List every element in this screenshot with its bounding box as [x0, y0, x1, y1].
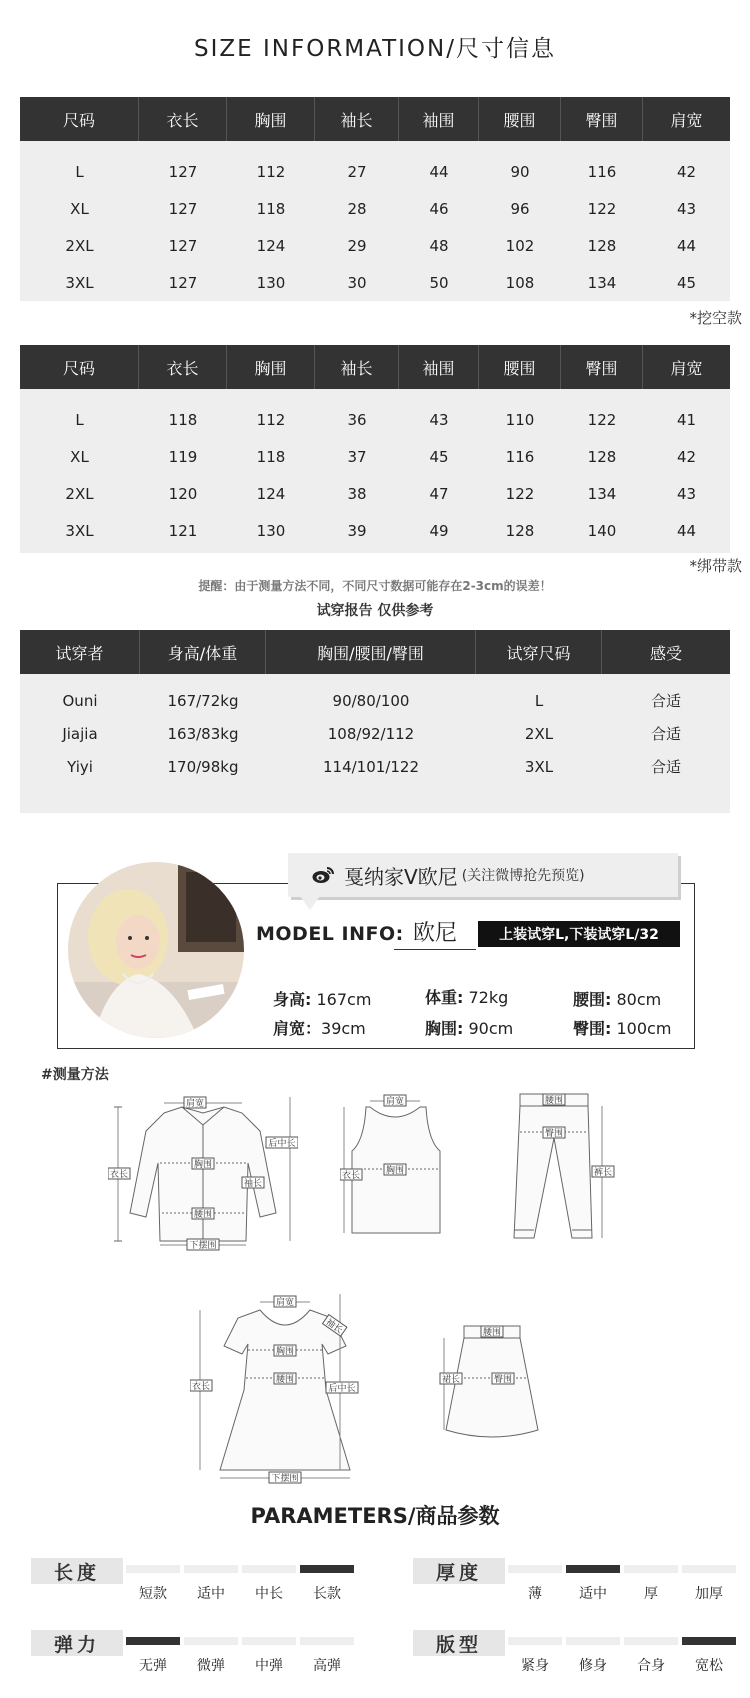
stat-height [273, 987, 371, 1010]
cell: 43 [676, 199, 697, 218]
report-title: 试穿报告 仅供参考 [316, 603, 434, 619]
label-back-length: 后中长 [328, 1384, 356, 1394]
cell: 28 [347, 199, 367, 218]
col-chest: 胸围 [227, 345, 315, 389]
model-info-label: MODEL INFO: [256, 923, 404, 945]
cell: 122 [587, 199, 617, 218]
trial-table-header [20, 630, 730, 674]
shirt-diagram [108, 1093, 298, 1253]
label-shoulder: 肩宽 [275, 1298, 295, 1308]
table-2-note: *绑带款 [689, 557, 742, 575]
cell: 124 [256, 484, 286, 503]
parameters-title [0, 1500, 750, 1530]
stat-value: 100cm [616, 1019, 672, 1038]
cell: 44 [676, 521, 697, 540]
stat-label: 胸围: [425, 1019, 464, 1038]
param-seg [624, 1565, 678, 1573]
label-waist: 腰围 [193, 1210, 213, 1220]
option-label: 合身 [637, 1658, 665, 1674]
cell: 114/101/122 [323, 757, 419, 776]
cell: 108 [505, 273, 535, 292]
size-table-2-header [20, 345, 730, 389]
pants-diagram [510, 1088, 620, 1248]
stat-value: 167cm [316, 990, 372, 1009]
option-label: 无弹 [139, 1658, 167, 1674]
option-label: 宽松 [695, 1658, 723, 1674]
cell: 2XL [65, 236, 94, 255]
model-fit-badge: 上装试穿L,下装试穿L/32 [478, 921, 680, 947]
cell: 合适 [650, 725, 681, 743]
cell: L [75, 162, 84, 181]
col-size: 尺码 [20, 345, 139, 389]
col-hip: 臀围 [561, 345, 643, 389]
trial-table [20, 630, 730, 813]
cell: 130 [256, 273, 286, 292]
label-length: 裙长 [441, 1375, 461, 1385]
label-sleeve: 袖长 [323, 1317, 345, 1336]
label-hem: 下摆围 [271, 1474, 299, 1484]
cell: 128 [587, 236, 617, 255]
cell: 38 [347, 484, 367, 503]
col-feeling: 感受 [649, 643, 682, 663]
option-label: 中弹 [255, 1658, 283, 1674]
cell: 3XL [65, 273, 94, 292]
cell: 127 [168, 199, 198, 218]
measurement-tip: 提醒：由于测量方法不同，不同尺寸数据可能存在2-3cm的误差！ [198, 579, 552, 593]
cell: 27 [347, 162, 367, 181]
cell: 118 [168, 410, 198, 429]
col-waist: 腰围 [479, 97, 561, 141]
bubble-tail [300, 896, 320, 910]
option-label: 微弹 [197, 1658, 225, 1674]
cell: 47 [429, 484, 449, 503]
col-sleeve-width: 袖围 [399, 97, 479, 141]
vest-diagram [340, 1093, 450, 1243]
cell: 116 [587, 162, 617, 181]
cell: 2XL [524, 724, 554, 743]
option-label: 适中 [197, 1586, 225, 1602]
size-table-1-header [20, 97, 730, 141]
param-seg-selected [126, 1637, 180, 1645]
cell: 122 [587, 410, 617, 429]
param-elasticity-options [126, 1655, 354, 1675]
option-label: 加厚 [695, 1586, 723, 1602]
param-thickness-label: 厚度 [413, 1558, 505, 1584]
option-label: 紧身 [521, 1658, 549, 1674]
table-row [20, 717, 730, 750]
param-elasticity-bar [126, 1637, 354, 1645]
param-seg [126, 1565, 180, 1573]
param-seg [184, 1637, 238, 1645]
cell: 130 [256, 521, 286, 540]
option-label: 适中 [579, 1586, 607, 1602]
cell: 134 [587, 484, 617, 503]
cell: 122 [505, 484, 535, 503]
param-seg [184, 1565, 238, 1573]
label-waist: 腰围 [275, 1375, 295, 1385]
cell: 140 [587, 521, 617, 540]
cell: 112 [256, 162, 286, 181]
label-waist: 腰围 [544, 1096, 564, 1106]
col-waist: 腰围 [479, 345, 561, 389]
parameters-title-en: PARAMETERS/ [250, 1504, 416, 1528]
size-table-2 [20, 345, 730, 553]
cell: 46 [429, 199, 449, 218]
param-thickness-bar [508, 1565, 736, 1573]
stat-label: 体重: [425, 988, 464, 1007]
col-size: 尺码 [20, 97, 139, 141]
option-label: 短款 [139, 1586, 167, 1602]
label-shoulder: 肩宽 [185, 1099, 205, 1109]
option-label: 中长 [255, 1586, 283, 1602]
cell: 41 [676, 410, 697, 429]
stat-label: 肩宽： [273, 1019, 322, 1038]
param-fit-options [508, 1655, 736, 1675]
cell: 108/92/112 [327, 724, 415, 743]
label-length: 衣长 [109, 1170, 129, 1180]
stat-chest [425, 1016, 513, 1039]
label-hip: 臀围 [544, 1129, 564, 1139]
cell: XL [70, 199, 89, 218]
label-chest: 胸围 [193, 1160, 213, 1170]
col-length: 衣长 [139, 97, 227, 141]
size-table-1 [20, 97, 730, 301]
table-row [20, 401, 730, 438]
col-sleeve-length: 袖长 [315, 97, 399, 141]
cell: 112 [256, 410, 286, 429]
cell: 134 [587, 273, 617, 292]
cell: 118 [256, 447, 286, 466]
cell: 127 [168, 273, 198, 292]
cell: 44 [429, 162, 449, 181]
cell: 170/98kg [167, 757, 239, 776]
label-hip: 臀围 [493, 1375, 513, 1385]
col-shoulder: 肩宽 [670, 110, 703, 130]
cell: L [534, 691, 544, 710]
dress-diagram [190, 1290, 380, 1485]
cell: 29 [347, 236, 367, 255]
cell: 3XL [524, 757, 554, 776]
cell: XL [70, 447, 89, 466]
param-seg-selected [566, 1565, 620, 1573]
cell: 39 [347, 521, 367, 540]
cell: 116 [505, 447, 535, 466]
cell: 120 [168, 484, 198, 503]
table-row [20, 512, 730, 549]
col-tester: 试穿者 [20, 630, 140, 674]
stat-shoulder [273, 1016, 366, 1039]
cell: 44 [676, 236, 697, 255]
cell: 36 [347, 410, 367, 429]
cell: 45 [429, 447, 449, 466]
col-trial-size: 试穿尺码 [476, 630, 602, 674]
cell: 110 [505, 410, 535, 429]
param-seg [508, 1637, 562, 1645]
stat-label: 臀围: [573, 1019, 612, 1038]
param-elasticity-label: 弹力 [31, 1630, 123, 1656]
cell: 42 [676, 447, 697, 466]
cell: 3XL [65, 521, 94, 540]
weibo-subtitle: (关注微博抢先预览) [461, 868, 585, 884]
table-row [20, 153, 730, 190]
option-label: 薄 [528, 1586, 542, 1602]
label-sleeve: 袖长 [243, 1179, 263, 1189]
label-hem: 下摆围 [189, 1241, 217, 1251]
col-hip: 臀围 [561, 97, 643, 141]
cell: Jiajia [62, 724, 98, 743]
stat-weight [425, 985, 508, 1008]
cell: 合适 [650, 692, 681, 710]
stat-value: 39cm [321, 1019, 366, 1038]
cell: L [75, 410, 84, 429]
label-length: 衣长 [191, 1382, 211, 1392]
cell: 42 [676, 162, 697, 181]
stat-value: 80cm [616, 990, 662, 1009]
avatar [68, 862, 244, 1038]
col-sleeve-width: 袖围 [399, 345, 479, 389]
cell: 43 [429, 410, 449, 429]
cell: 128 [505, 521, 535, 540]
page-title-cn: 尺寸信息 [455, 36, 556, 62]
cell: Yiyi [67, 757, 93, 776]
cell: 37 [347, 447, 367, 466]
cell: 45 [676, 273, 697, 292]
col-height-weight: 身高/体重 [140, 630, 266, 674]
param-seg-selected [682, 1637, 736, 1645]
weibo-icon [312, 866, 334, 884]
stat-value: 72kg [468, 988, 509, 1007]
param-seg [242, 1565, 296, 1573]
param-seg [566, 1637, 620, 1645]
skirt-diagram [438, 1320, 548, 1450]
weibo-title: 戛纳家V欧尼 [344, 864, 458, 889]
model-name: 欧尼 [394, 916, 476, 950]
cell: 128 [587, 447, 617, 466]
param-seg [682, 1565, 736, 1573]
cell: 121 [168, 521, 198, 540]
cell: 124 [256, 236, 286, 255]
col-shoulder: 肩宽 [670, 358, 703, 378]
cell: 90/80/100 [332, 691, 410, 710]
title-slash: / [446, 36, 456, 62]
param-seg [242, 1637, 296, 1645]
stat-label: 身高: [273, 990, 312, 1009]
size-table-2-body [20, 389, 730, 553]
option-label: 长款 [313, 1586, 341, 1602]
table-row [20, 684, 730, 717]
col-length: 衣长 [139, 345, 227, 389]
cell: 96 [510, 199, 530, 218]
label-length: 裤长 [593, 1168, 613, 1178]
stat-label: 腰围: [573, 990, 612, 1009]
param-length-options [126, 1583, 354, 1603]
size-table-1-body [20, 141, 730, 301]
model-photo-icon [68, 862, 244, 1038]
cell: 49 [429, 521, 449, 540]
cell: 127 [168, 162, 198, 181]
param-seg [508, 1565, 562, 1573]
cell: 合适 [650, 758, 681, 776]
cell: 43 [676, 484, 697, 503]
label-chest: 胸围 [385, 1166, 405, 1176]
option-label: 厚 [644, 1586, 658, 1602]
stat-hip [573, 1016, 671, 1039]
col-measurements: 胸围/腰围/臀围 [266, 630, 476, 674]
cell: 90 [510, 162, 530, 181]
weibo-banner[interactable] [288, 853, 678, 897]
option-label: 修身 [579, 1658, 607, 1674]
parameters-title-cn: 商品参数 [415, 1504, 500, 1528]
label-waist: 腰围 [482, 1328, 502, 1338]
option-label: 高弹 [313, 1658, 341, 1674]
stat-value: 90cm [468, 1019, 514, 1038]
table-row [20, 475, 730, 512]
cell: 2XL [65, 484, 94, 503]
cell: 48 [429, 236, 449, 255]
param-seg [624, 1637, 678, 1645]
cell: 118 [256, 199, 286, 218]
param-fit-bar [508, 1637, 736, 1645]
trial-table-body [20, 674, 730, 813]
param-length-bar [126, 1565, 354, 1573]
measure-title: #测量方法 [41, 1067, 109, 1083]
label-back-length: 后中长 [268, 1139, 296, 1149]
table-1-note: *挖空款 [689, 309, 742, 327]
table-row [20, 438, 730, 475]
stat-waist [573, 987, 661, 1010]
page-title-en: SIZE INFORMATION [194, 36, 447, 62]
param-seg-selected [300, 1565, 354, 1573]
param-fit-label: 版型 [413, 1630, 505, 1656]
param-length-label: 长度 [31, 1558, 123, 1584]
cell: 50 [429, 273, 449, 292]
table-row [20, 264, 730, 301]
page-title [0, 30, 750, 63]
col-chest: 胸围 [227, 97, 315, 141]
col-sleeve-length: 袖长 [315, 345, 399, 389]
table-row [20, 190, 730, 227]
label-chest: 胸围 [275, 1347, 295, 1357]
cell: 30 [347, 273, 367, 292]
cell: 167/72kg [167, 691, 239, 710]
param-seg [300, 1637, 354, 1645]
cell: 102 [505, 236, 535, 255]
cell: 163/83kg [167, 724, 239, 743]
label-shoulder: 肩宽 [385, 1097, 405, 1107]
label-length: 衣长 [341, 1171, 361, 1181]
param-thickness-options [508, 1583, 736, 1603]
cell: Ouni [62, 691, 98, 710]
cell: 119 [168, 447, 198, 466]
cell: 127 [168, 236, 198, 255]
table-row [20, 750, 730, 783]
table-row [20, 227, 730, 264]
